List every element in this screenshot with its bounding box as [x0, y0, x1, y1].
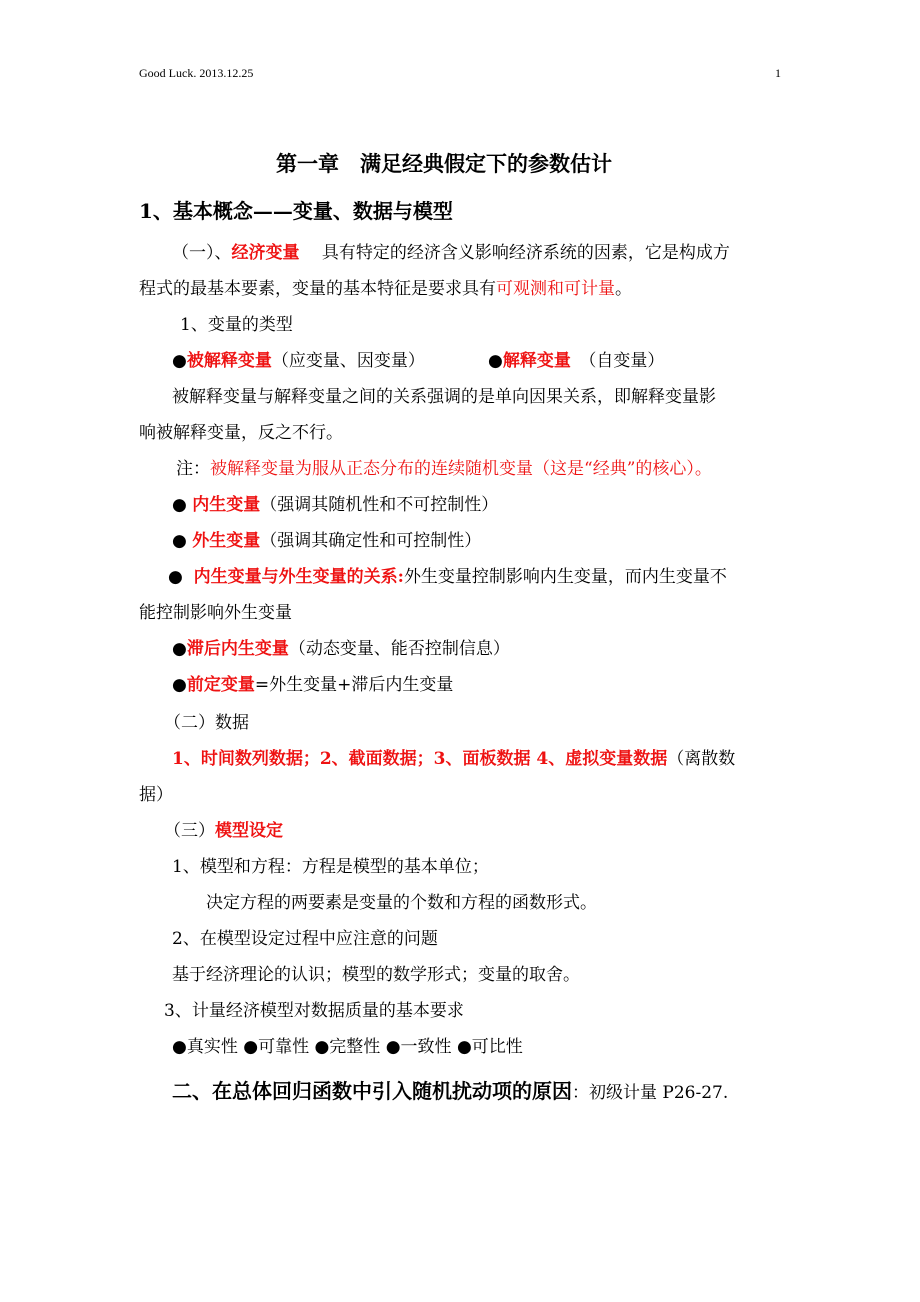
- note-prefix: 注：: [176, 459, 210, 479]
- model-item3: 3、计量经济模型对数据质量的基本要求: [164, 1001, 464, 1021]
- econ-var-prefix: （一）、: [172, 243, 232, 263]
- model-item2-sub: 基于经济理论的认识；模型的数学形式；变量的取舍。: [172, 965, 580, 985]
- types-heading: 1、变量的类型: [180, 315, 293, 335]
- econ-var-line2: [139, 278, 632, 300]
- model-item3-sub: ●真实性 ●可靠性 ●完整性 ●一致性 ●可比性: [172, 1037, 523, 1057]
- econ-var-def2: 程式的最基本要素，变量的基本特征是要求具有: [139, 279, 496, 299]
- bullet-icon: ●: [172, 495, 187, 515]
- bullet-icon: ●: [172, 639, 187, 659]
- observable-term: 可观测和可计量: [496, 279, 615, 299]
- endogenous-line: [172, 494, 498, 516]
- explained-var-note: （应变量、因变量）: [271, 351, 425, 371]
- exogenous-note: （强调其确定性和可控制性）: [260, 531, 482, 551]
- econ-var-def2-end: 。: [615, 279, 632, 299]
- endogenous-note: （强调其随机性和不可控制性）: [260, 495, 499, 515]
- relationship-line1: [168, 566, 727, 588]
- explanatory-var-note: （自变量）: [570, 351, 665, 371]
- header-left: Good Luck. 2013.12.25: [139, 66, 254, 80]
- section2-heading: 二、在总体回归函数中引入随机扰动项的原因: [172, 1079, 572, 1103]
- model-item1: 1、模型和方程：方程是模型的基本单位；: [172, 857, 489, 877]
- section1-heading: 1、基本概念——变量、数据与模型: [139, 199, 453, 223]
- page-number: 1: [775, 66, 781, 80]
- bullet-icon: ●: [172, 531, 187, 551]
- model-item1-sub: 决定方程的两要素是变量的个数和方程的函数形式。: [206, 893, 597, 913]
- bullet-icon: ●: [172, 351, 187, 371]
- relationship-line2: 能控制影响外生变量: [139, 603, 292, 623]
- lagged-note: （动态变量、能否控制信息）: [288, 639, 510, 659]
- explained-var-line: [172, 350, 425, 372]
- explanatory-var-line: [488, 350, 664, 372]
- lagged-line: [172, 638, 510, 660]
- data-types-note: （离散数: [667, 749, 736, 769]
- explanatory-var-term: 解释变量: [502, 351, 571, 371]
- section2-suffix: ：初级计量 P26-27.: [572, 1083, 729, 1103]
- data-heading: （二）数据: [164, 713, 249, 733]
- relation-line1: 被解释变量与解释变量之间的关系强调的是单向因果关系，即解释变量影: [172, 387, 716, 407]
- model-item2: 2、在模型设定过程中应注意的问题: [172, 929, 438, 949]
- model-prefix: （三）: [164, 821, 215, 841]
- data-types-line1: [172, 748, 735, 770]
- page-title: 第一章 满足经典假定下的参数估计: [276, 151, 612, 176]
- econ-var-term: 经济变量: [231, 243, 300, 263]
- data-types-line2: 据）: [139, 785, 173, 805]
- data-types-list: 1、时间数列数据；2、截面数据；3、面板数据 4、虚拟变量数据: [172, 749, 668, 769]
- bullet-icon: ●: [172, 675, 187, 695]
- section2-line: [172, 1078, 728, 1104]
- endogenous-term: 内生变量: [192, 495, 261, 515]
- lagged-term: 滞后内生变量: [186, 639, 289, 659]
- exogenous-term: 外生变量: [192, 531, 261, 551]
- relation-line2: 响被解释变量，反之不行。: [139, 423, 343, 443]
- note-line: [176, 458, 712, 480]
- explained-var-term: 被解释变量: [186, 351, 272, 371]
- predetermined-line: [172, 674, 453, 696]
- predetermined-term: 前定变量: [186, 675, 255, 695]
- relationship-term: 内生变量与外生变量的关系:: [193, 567, 404, 587]
- note-text: 被解释变量为服从正态分布的连续随机变量（这是“经典”的核心）。: [210, 459, 712, 479]
- bullet-icon: ●: [168, 567, 183, 587]
- model-heading: [164, 820, 283, 842]
- relationship-text1: 外生变量控制影响内生变量，而内生变量不: [403, 567, 727, 587]
- exogenous-line: [172, 530, 481, 552]
- econ-var-line1: [172, 242, 730, 264]
- econ-var-def1: 具有特定的经济含义影响经济系统的因素，它是构成方: [299, 243, 730, 263]
- predetermined-note: =外生变量+滞后内生变量: [254, 675, 454, 695]
- bullet-icon: ●: [488, 351, 503, 371]
- model-term: 模型设定: [215, 821, 283, 841]
